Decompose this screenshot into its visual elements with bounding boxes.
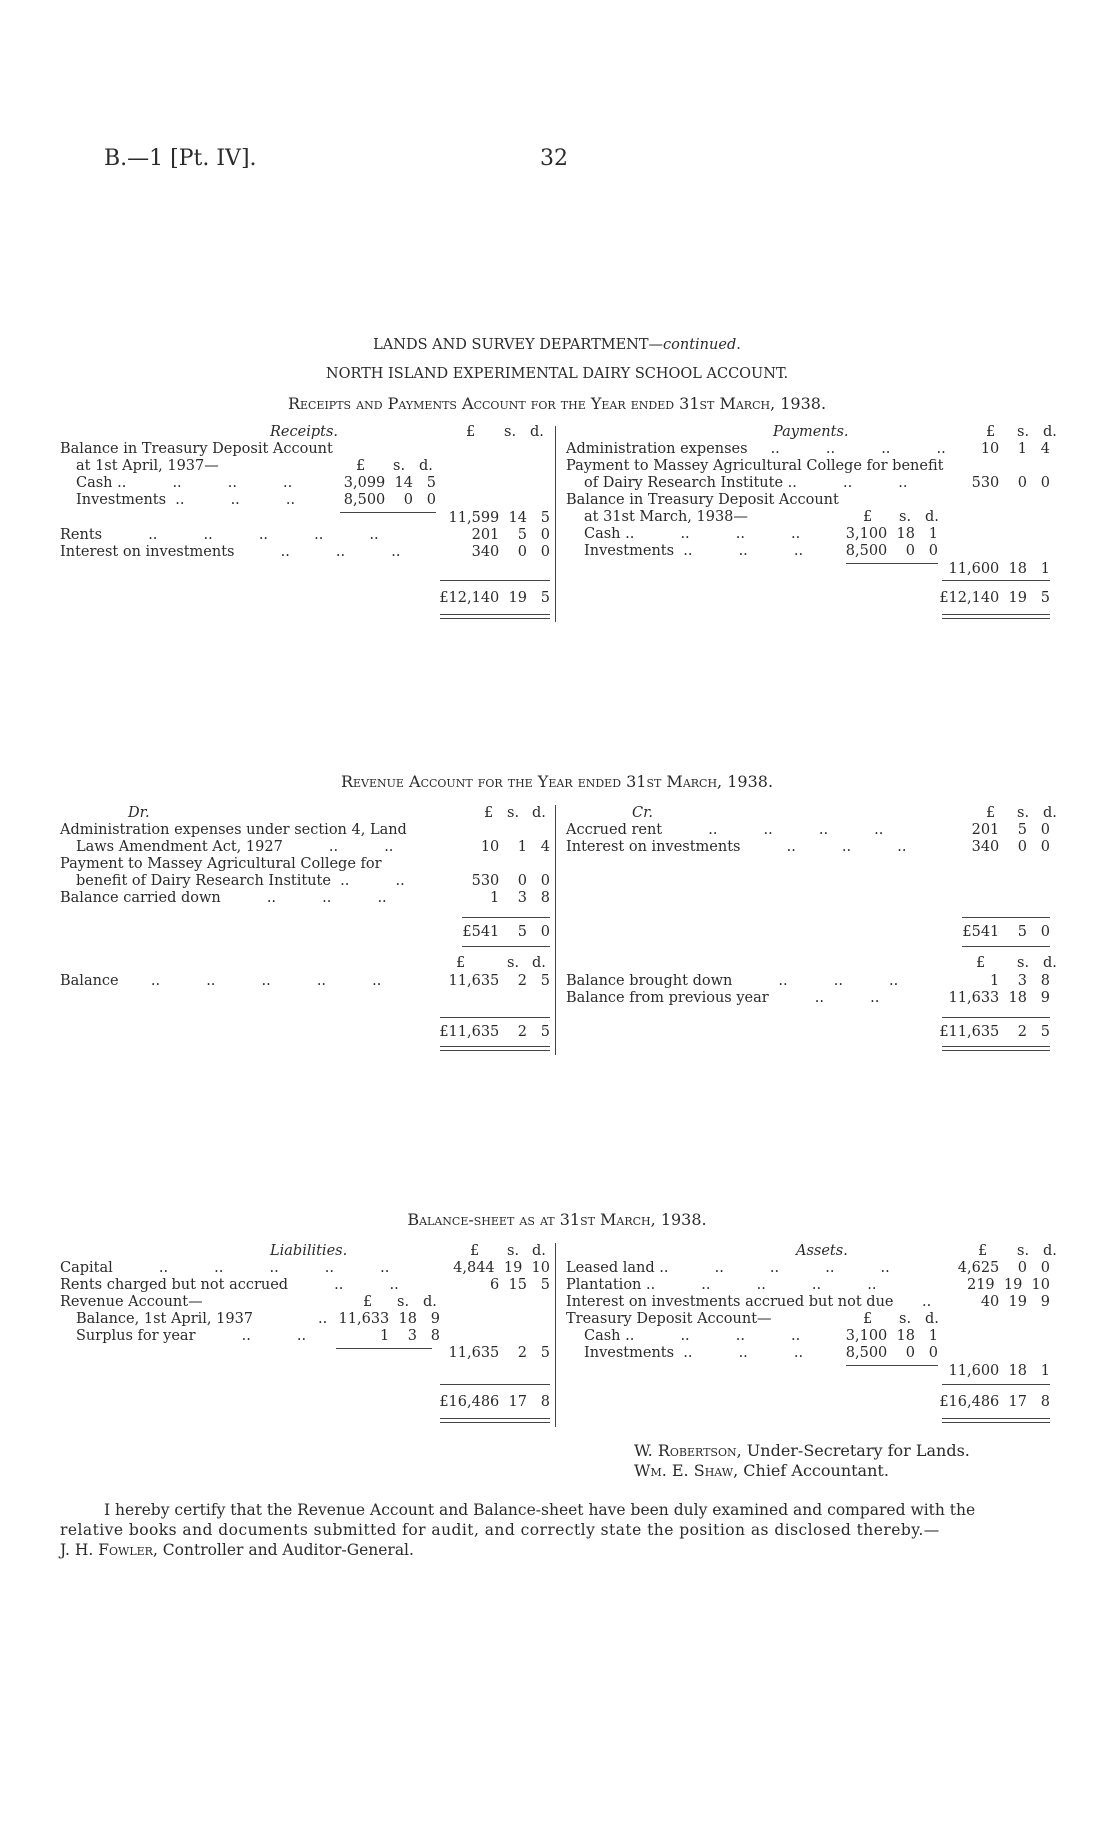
bs-capital-label: Capital .. .. .. .. .. [60,1260,390,1276]
rp-right-sub-pence-head: d. [925,509,939,525]
rp-left-shilling-head: s. [504,424,517,440]
rev-right2-pound-head: £ [976,955,986,971]
rev-right-pence-head: d. [1043,805,1057,821]
rp-rents-label: Rents .. .. .. .. .. [60,527,379,543]
bs-accrued-interest-label: Interest on investments accrued but not due [566,1294,894,1310]
payments-heading: Payments. [773,424,849,440]
rev-admin-line2: Laws Amendment Act, 1927 .. .. [76,839,394,855]
rev-right2-total-rule [942,1017,1050,1018]
rp-admin-amount: 10 1 4 [980,441,1050,457]
rev-admin-line1: Administration expenses under section 4, Land [60,822,407,838]
rev-credit-total2: £11,635 2 5 [939,1024,1050,1040]
bs-cash-amount: 3,100 18 1 [845,1328,938,1344]
bs-left-double-rule [440,1418,550,1423]
rev-debit-heading: Dr. [128,805,150,821]
bs-assets-subtotal: 11,600 18 1 [948,1363,1050,1379]
certificate-line-1: I hereby certify that the Revenue Account and Balance-sheet have been duly examined and compared with the [104,1501,976,1519]
rp-cash-amount: 3,099 14 5 [343,475,436,491]
bs-investments-amount: 8,500 0 0 [845,1345,938,1361]
department-title [0,337,1114,353]
bs-right-sub-shilling-head: s. [899,1311,912,1327]
bs-accrued-interest-amount: 40 19 9 [980,1294,1050,1310]
rev-right-double-rule [942,1046,1050,1051]
bs-revenue-account-label: Revenue Account— [60,1294,203,1310]
bs-treasury-deposit-label: Treasury Deposit Account— [566,1311,772,1327]
bs-left-shilling-head: s. [507,1243,520,1259]
signatory-title: , Chief Accountant. [733,1461,889,1480]
department-name: LANDS AND SURVEY DEPARTMENT— [373,337,664,353]
certificate-signature [60,1541,414,1559]
assets-heading: Assets. [796,1243,848,1259]
rp-right-investments-amount: 8,500 0 0 [845,543,938,559]
rp-right-sub-pound-head: £ [863,509,873,525]
rp-right-sub-shilling-head: s. [899,509,912,525]
rev-right-pound-head: £ [986,805,996,821]
rp-divider [555,426,556,622]
rp-massey-line2: of Dairy Research Institute .. .. .. [584,475,908,491]
rp-sub-rule [340,512,436,513]
bs-right-sub-rule [846,1365,938,1366]
signatory-name: W. Robertson [634,1441,737,1460]
rev-brought-down-label: Balance brought down .. .. .. [566,973,899,989]
rp-opening-balance-line1: Balance in Treasury Deposit Account [60,441,333,457]
rev-left2-shilling-head: s. [507,955,520,971]
rp-left-pound-head: £ [466,424,476,440]
bs-balance-1937-label: Balance, 1st April, 1937 [76,1311,254,1327]
rp-right-sub-rule [846,563,938,564]
bs-sub-pound-head: £ [363,1294,373,1310]
rp-cash-label: Cash .. .. .. .. [76,475,293,491]
continued-note: continued. [663,337,741,353]
rp-right-cash-label: Cash .. .. .. .. [584,526,801,542]
rev-debit-total2: £11,635 2 5 [439,1024,550,1040]
rp-interest-amount: 340 0 0 [471,544,550,560]
rev-right-shilling-head: s. [1017,805,1030,821]
rp-right-pence-head: d. [1043,424,1057,440]
rev-left-double-rule [440,1046,550,1051]
rev-credit-total: £541 5 0 [962,924,1050,940]
rp-right-double-rule [942,614,1050,619]
bs-balance-1937-amount: 11,633 18 9 [338,1311,440,1327]
rp-admin-label: Administration expenses .. .. .. .. [566,441,946,457]
rev-debit-total: £541 5 0 [462,924,550,940]
rp-left-total-rule [440,580,550,581]
rp-closing-balance-line1: Balance in Treasury Deposit Account [566,492,839,508]
signatory-name: Wm. E. Shaw [634,1461,734,1480]
auditor-title: , Controller and Auditor-General. [152,1541,414,1559]
bs-right-sub-pence-head: d. [925,1311,939,1327]
rev-right2-shilling-head: s. [1017,955,1030,971]
rev-left2-pence-head: d. [532,955,546,971]
bs-revenue-subtotal: 11,635 2 5 [448,1345,550,1361]
bs-accrued-interest-leader: .. [922,1294,932,1310]
signature-chief-accountant [634,1461,889,1480]
rp-rents-amount: 201 5 0 [471,527,550,543]
rp-right-total: £12,140 19 5 [939,590,1050,606]
rev-credit-heading: Cr. [632,805,654,821]
rp-left-double-rule [440,614,550,619]
bs-right-sub-pound-head: £ [863,1311,873,1327]
rp-right-cash-amount: 3,100 18 1 [845,526,938,542]
rp-opening-balance-line2: at 1st April, 1937— [76,458,219,474]
rev-brought-down-amount: 1 3 8 [990,973,1050,989]
balance-sheet-title: Balance-sheet as at 31st March, 1938. [407,1210,707,1229]
rev-right-total-underline [962,946,1050,947]
rp-right-investments-label: Investments .. .. .. [584,543,804,559]
rp-interest-label: Interest on investments .. .. .. [60,544,401,560]
rp-closing-balance-line2: at 31st March, 1938— [584,509,748,525]
rev-balance-label: Balance .. .. .. .. .. [60,973,382,989]
rp-right-shilling-head: s. [1017,424,1030,440]
signature-under-secretary [634,1441,970,1460]
bs-surplus-label: Surplus for year .. .. [76,1328,307,1344]
rp-left-pence-head: d. [530,424,544,440]
bs-divider [555,1243,556,1427]
bs-sub-rule [336,1348,432,1349]
bs-plantation-amount: 219 19 10 [966,1277,1050,1293]
rp-sub-pound-head: £ [356,458,366,474]
bs-balance-1937-leader: .. [318,1311,328,1327]
rev-massey-amount: 530 0 0 [471,873,550,889]
auditor-name: J. H. Fowler [60,1541,153,1559]
rev-left-pence-head: d. [532,805,546,821]
bs-capital-amount: 4,844 19 10 [453,1260,550,1276]
account-title: NORTH ISLAND EXPERIMENTAL DAIRY SCHOOL ACCOUNT. [325,366,789,382]
bs-left-pence-head: d. [532,1243,546,1259]
rp-investments-label: Investments .. .. .. [76,492,296,508]
rev-accrued-rent-amount: 201 5 0 [971,822,1050,838]
rp-sub-pence-head: d. [419,458,433,474]
rp-right-pound-head: £ [986,424,996,440]
bs-plantation-label: Plantation .. .. .. .. .. [566,1277,877,1293]
rev-left2-total-rule [440,1017,550,1018]
rp-right-total-rule [942,580,1050,581]
rev-previous-year-amount: 11,633 18 9 [948,990,1050,1006]
rev-previous-year-label: Balance from previous year .. .. [566,990,880,1006]
rp-left-total: £12,140 19 5 [439,590,550,606]
rp-right-subtotal: 11,600 18 1 [948,561,1050,577]
rev-interest-amount: 340 0 0 [971,839,1050,855]
rev-right2-pence-head: d. [1043,955,1057,971]
bs-sub-pence-head: d. [423,1294,437,1310]
rp-sub-shilling-head: s. [393,458,406,474]
liabilities-heading: Liabilities. [270,1243,348,1259]
bs-assets-total: £16,486 17 8 [939,1394,1050,1410]
bs-surplus-amount: 1 3 8 [380,1328,440,1344]
rev-interest-label: Interest on investments .. .. .. [566,839,907,855]
page-reference: B.—1 [Pt. IV]. [104,146,257,171]
rp-massey-line1: Payment to Massey Agricultural College for benefit [566,458,944,474]
bs-left-total-rule [440,1384,550,1385]
bs-rents-amount: 6 15 5 [490,1277,550,1293]
bs-leased-land-amount: 4,625 0 0 [957,1260,1050,1276]
rev-divider [555,805,556,1055]
rev-balance-amount: 11,635 2 5 [448,973,550,989]
rp-investments-amount: 8,500 0 0 [343,492,436,508]
bs-right-double-rule [942,1418,1050,1423]
bs-right-pound-head: £ [978,1243,988,1259]
revenue-account-title: Revenue Account for the Year ended 31st March, 1938. [340,772,774,791]
rev-left2-pound-head: £ [456,955,466,971]
bs-right-total-rule [942,1384,1050,1385]
certificate-line-2: relative books and documents submitted for audit, and correctly state the position as disclosed thereby.— [60,1521,940,1539]
signatory-title: , Under-Secretary for Lands. [736,1441,970,1460]
rev-massey-line1: Payment to Massey Agricultural College for [60,856,382,872]
bs-right-shilling-head: s. [1017,1243,1030,1259]
receipts-heading: Receipts. [270,424,338,440]
bs-left-pound-head: £ [470,1243,480,1259]
rev-massey-line2: benefit of Dairy Research Institute .. .. [76,873,405,889]
rev-admin-amount: 10 1 4 [480,839,550,855]
receipts-payments-title: Receipts and Payments Account for the Year ended 31st March, 1938. [287,394,827,413]
bs-right-pence-head: d. [1043,1243,1057,1259]
rp-massey-amount: 530 0 0 [971,475,1050,491]
rp-tsd-subtotal: 11,599 14 5 [448,510,550,526]
rev-left-total-rule [462,917,550,918]
bs-liabilities-total: £16,486 17 8 [439,1394,550,1410]
bs-investments-label: Investments .. .. .. [584,1345,804,1361]
rev-right-total-rule [962,917,1050,918]
rev-left-total-underline [462,946,550,947]
bs-cash-label: Cash .. .. .. .. [584,1328,801,1344]
rev-left-pound-head: £ [484,805,494,821]
rev-accrued-rent-label: Accrued rent .. .. .. .. [566,822,884,838]
page-number: 32 [540,146,568,171]
rev-balance-carried-label: Balance carried down .. .. .. [60,890,387,906]
bs-leased-land-label: Leased land .. .. .. .. .. [566,1260,890,1276]
bs-rents-label: Rents charged but not accrued .. .. [60,1277,399,1293]
bs-sub-shilling-head: s. [397,1294,410,1310]
rev-balance-carried-amount: 1 3 8 [490,890,550,906]
rev-left-shilling-head: s. [507,805,520,821]
